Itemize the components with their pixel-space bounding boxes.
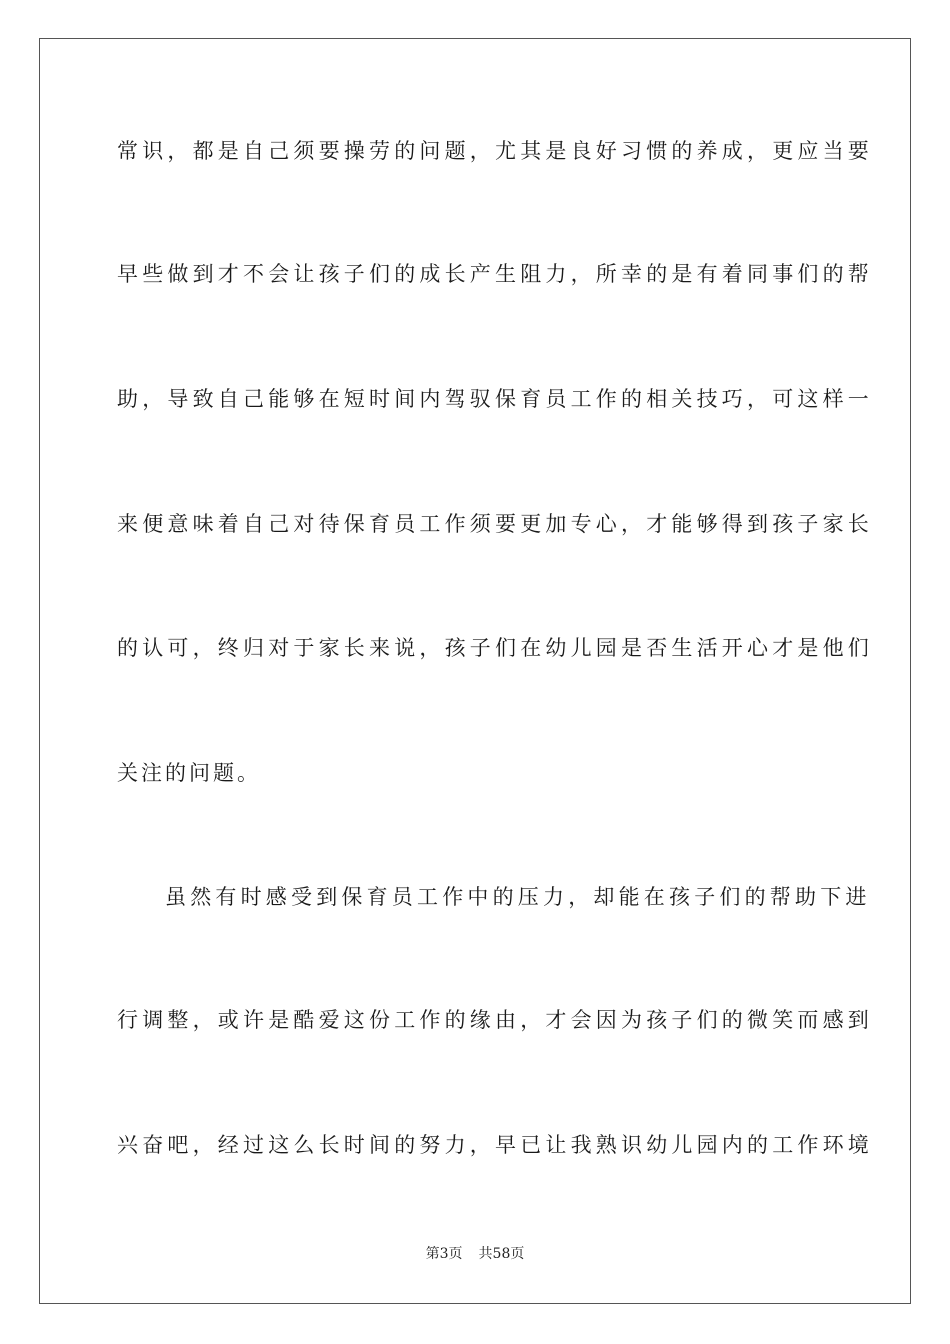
paragraph-line: 早些做到才不会让孩子们的成长产生阻力，所幸的是有着同事们的帮	[117, 262, 873, 286]
page-border	[39, 38, 911, 1304]
paragraph-line: 虽然有时感受到保育员工作中的压力，却能在孩子们的帮助下进	[165, 885, 871, 909]
paragraph-line: 常识，都是自己须要操劳的问题，尤其是良好习惯的养成，更应当要	[117, 139, 873, 163]
paragraph-line: 来便意味着自己对待保育员工作须要更加专心，才能够得到孩子家长	[117, 512, 873, 536]
page-number: 第3页	[425, 1246, 463, 1262]
paragraph-line: 的认可，终归对于家长来说，孩子们在幼儿园是否生活开心才是他们	[117, 636, 873, 660]
page-footer	[0, 1244, 950, 1264]
total-pages: 共58页	[478, 1246, 525, 1262]
paragraph-line: 行调整，或许是酷爱这份工作的缘由，才会因为孩子们的微笑而感到	[117, 1008, 873, 1032]
paragraph-line: 助，导致自己能够在短时间内驾驭保育员工作的相关技巧，可这样一	[117, 387, 873, 411]
paragraph-line: 关注的问题。	[117, 761, 261, 785]
paragraph-line: 兴奋吧，经过这么长时间的努力，早已让我熟识幼儿园内的工作环境	[117, 1133, 873, 1157]
